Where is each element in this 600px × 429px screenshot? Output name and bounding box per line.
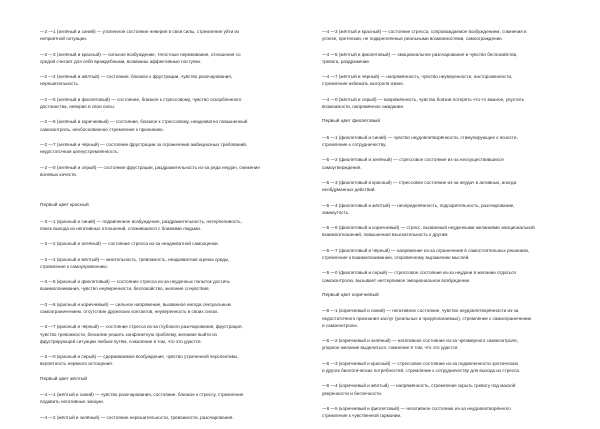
entry-line: —4 —2 (жёлтый и зелёный) — состояние нерешительности, тревожности, разочарования. bbox=[40, 414, 234, 420]
entry-line: фрустрирующей ситуации любым путём, сожаление в том, что это удастся. bbox=[40, 338, 202, 344]
entry-line: самоконтролю, вызывает нестерпимое эмоциональное возбуждение. bbox=[322, 277, 471, 283]
color-pair-entry bbox=[322, 28, 560, 42]
entry-line: —2 —0 (зелёный и серый) — состояние фрустрации, раздражительность из-за ряда неудач, снижение bbox=[40, 164, 260, 170]
entry-line: —4 —3 (жёлтый и красный) — состояние стресса, сопровождаемое возбуждением, сомнения в bbox=[322, 29, 527, 34]
color-pair-entry bbox=[322, 307, 560, 329]
entry-line: самоутверждения. bbox=[322, 164, 362, 170]
color-pair-entry bbox=[322, 382, 560, 396]
entry-line: стремление к сотрудничеству. bbox=[322, 141, 387, 147]
heading-first-color-red: Первый цвет красный bbox=[40, 203, 89, 209]
entry-line: —6 —1 (коричневый и синий) — негативное состояние, чувство неудовлетворённости из-за bbox=[322, 308, 519, 314]
entry-line: недостаточная целеустремлённость. bbox=[40, 149, 119, 155]
entry-line: —6 —2 (коричневый и зелёный) — негативное состояние из-за чрезмерного самоконтроля, bbox=[322, 338, 518, 344]
color-pair-entry bbox=[40, 118, 278, 132]
entry-line: стремления к чувственной гармонии. bbox=[322, 413, 402, 419]
color-pair-entry bbox=[40, 218, 278, 232]
entry-line: подавить негативные эмоции. bbox=[40, 399, 104, 405]
entry-line: —5 —1 (фиолетовый и синий) — чувство неудовлетворённости, стимулирующее к ясности, bbox=[322, 134, 518, 140]
green-entries bbox=[40, 28, 278, 178]
entry-line: —6 —5 (коричневый и фиолетовый) — негативное состояние из-за неудовлетворённого bbox=[322, 405, 511, 411]
color-pair-entry bbox=[322, 96, 560, 110]
entry-line: —4 —5 (жёлтый и фиолетовый) — эмоциональное разочарование и чувство беспокойства, bbox=[322, 51, 518, 57]
color-pair-entry bbox=[40, 278, 278, 292]
entry-line: —6 —3 (коричневый и красный) — стрессовое состояние из-за подавленности эротических bbox=[322, 360, 519, 366]
heading-first-color-yellow: Первый цвет жёлтый bbox=[40, 376, 88, 382]
entry-line: —2 —4 (зелёный и жёлтый) — состояние, близкое к фрустрации, чувство разочарования, bbox=[40, 74, 233, 80]
entry-line: —3 —4 (красный и жёлтый) — мнительность, тревожность, неадекватная оценка среды, bbox=[40, 256, 230, 262]
color-pair-entry bbox=[40, 73, 278, 87]
entry-line: достоинства, неверие в свои силы. bbox=[40, 103, 116, 109]
entry-line: —5 —0 (фиолетовый и серый) — стрессовое состояние из-за неудачи в желании отдаться bbox=[322, 270, 516, 276]
entry-line: —5 —4 (фиолетовый и жёлтый) — неопределённость, подозрительность, разочарование, bbox=[322, 202, 515, 208]
entry-line: —5 —6 (фиолетовый и коричневый) — стресс, вызванный неудачными желаниями эмоциональной bbox=[322, 225, 535, 231]
entry-line: —2 —5 (зелёный и фиолетовый) — состояние, близкое к стрессовому, чувство оскорбленного bbox=[40, 96, 242, 102]
entry-line: —3 —1 (красный и синий) — подавленное возбуждение, раздражительность, нетерпеливость, bbox=[40, 218, 242, 224]
entry-line: —4 —7 (жёлтый и чёрный) — напряжённость, чувство неуверенности, настороженности, bbox=[322, 74, 513, 80]
color-pair-entry bbox=[322, 247, 560, 261]
entry-line: уверенности и беспечности. bbox=[322, 390, 383, 396]
color-pair-entry bbox=[322, 405, 560, 419]
entry-line: вероятность нервного истощения. bbox=[40, 361, 114, 367]
entry-line: —6 —4 (коричневый и жёлтый) — напряжённость, стремление скрыть тревогу под маской bbox=[322, 383, 516, 389]
color-pair-entry bbox=[40, 141, 278, 155]
heading-first-color-violet: Первый цвет фиолетовый bbox=[322, 119, 381, 125]
right-column bbox=[322, 28, 560, 427]
entry-line: —4 —0 (жёлтый и серый) — напряжённость, чувство боязни потерять что-то важное, упустить bbox=[322, 96, 525, 102]
color-pair-entry bbox=[322, 224, 560, 238]
color-pair-entry bbox=[322, 337, 560, 351]
entry-line: средой считает для себя враждебными, возможны аффективные поступки. bbox=[40, 58, 202, 64]
entry-line: тревога, раздражение. bbox=[322, 58, 371, 64]
entry-line: —3 —6 (красный и коричневый) — сильное напряжение, вызванное иногда сексуальным bbox=[40, 301, 231, 307]
color-pair-entry bbox=[40, 51, 278, 65]
entry-line: самоконтроль, необоснованное стремление к признанию. bbox=[40, 126, 164, 132]
entry-line: необдуманных действий. bbox=[322, 187, 376, 193]
left-column bbox=[40, 28, 278, 429]
color-pair-entry bbox=[40, 240, 278, 247]
color-pair-entry bbox=[40, 353, 278, 367]
entry-line: стремление к взаимопониманию, откровенному выражению мыслей. bbox=[322, 254, 470, 260]
red-entries bbox=[40, 218, 278, 368]
heading-first-color-brown: Первый цвет коричневый bbox=[322, 292, 379, 298]
entry-line: поиск выхода из негативных отношений, сложившихся с близкими людьми. bbox=[40, 225, 202, 231]
entry-line: взаимоотношений, повышенная взыскательность к другим. bbox=[322, 232, 449, 238]
entry-line: успехе, претензии, не подкреплённые реальными возможностями, самоограждение. bbox=[322, 36, 503, 42]
yellow-entries bbox=[40, 391, 278, 421]
entry-line: недостаточного признания заслуг (реальных и предполагаемых), стремление к самоограничению bbox=[322, 315, 532, 321]
color-pair-entry bbox=[40, 414, 278, 421]
color-pair-entry bbox=[40, 164, 278, 178]
color-pair-entry bbox=[322, 134, 560, 148]
entry-line: упорное желание выделиться, сомнение в том, что это удастся. bbox=[322, 345, 459, 351]
color-pair-entry bbox=[40, 96, 278, 110]
entry-line: —3 —0 (красный и серый) — сдерживаемое возбуждение, чувство утраченной перспективы, bbox=[40, 354, 239, 360]
color-pair-entry bbox=[322, 156, 560, 170]
entry-line: —3 —5 (красный и фиолетовый) — состояние стресса из-за неудачных попыток достичь bbox=[40, 279, 230, 285]
entry-line: —5 —7 (фиолетовый и чёрный) — напряжение из-за ограничения в самостоятельных решениях, bbox=[322, 247, 530, 253]
color-pair-entry bbox=[322, 179, 560, 193]
entry-line: неприятной ситуации. bbox=[40, 36, 88, 42]
color-pair-entry bbox=[322, 73, 560, 87]
color-pair-entry bbox=[40, 28, 278, 42]
entry-line: чувство тревожности, безсилие решить конфликтную проблему, желание выйти из bbox=[40, 331, 217, 337]
color-pair-entry bbox=[322, 269, 560, 283]
entry-line: —2 —6 (зелёный и коричневый) — состояние, близкое к стрессовому, неадекватно повышенный bbox=[40, 119, 248, 125]
entry-line: самоограничением, отсутствие дружеских контактов, неуверенность в своих силах. bbox=[40, 308, 219, 314]
color-pair-entry bbox=[40, 323, 278, 345]
entry-line: и самоконтролю. bbox=[322, 322, 359, 328]
brown-entries bbox=[322, 307, 560, 419]
violet-entries bbox=[322, 134, 560, 284]
entry-line: —3 —2 (красный и зелёный) — состояние стресса из-за неадекватной самооценки. bbox=[40, 241, 219, 247]
entry-line: волевых качеств. bbox=[40, 171, 78, 177]
entry-line: нерешительность. bbox=[40, 81, 80, 87]
color-pair-entry bbox=[40, 391, 278, 405]
entry-line: возможности, напряжённое ожидание. bbox=[322, 103, 405, 109]
color-pair-entry bbox=[40, 301, 278, 315]
entry-line: —5 —2 (фиолетовый и зелёный) — стрессовое состояние из-за неосуществившихся bbox=[322, 157, 504, 163]
color-pair-entry bbox=[40, 256, 278, 270]
entry-line: стремление избежать контроля извне. bbox=[322, 81, 405, 87]
entry-line: —2 —1 (зелёный и синий) — утиленное состояние неверия в свои силы, стремление уйти из bbox=[40, 29, 240, 34]
entry-line: —5 —3 (фиолетовый и красный) — стрессовое состояние из-за неудач в активных, иногда bbox=[322, 179, 517, 185]
entry-line: —2 —7 (зелёный и чёрный) — состояние фрустрации за ограничения амбициозных требований, bbox=[40, 141, 247, 147]
entry-line: взаимопонимания, чувство неуверенности, беспокойство, желание сочувствия. bbox=[40, 286, 210, 292]
yellow-entries-continued bbox=[322, 28, 560, 110]
entry-line: и других биологических потребностей, стремление к сотрудничеству для выхода из стресса. bbox=[322, 367, 521, 373]
entry-line: стремление к самоуправлению. bbox=[40, 263, 108, 269]
color-pair-entry bbox=[322, 51, 560, 65]
entry-line: замкнутость. bbox=[322, 209, 350, 215]
color-pair-entry bbox=[322, 202, 560, 216]
entry-line: —2 —3 (зелёный и красный) — сильное возбуждение, тягостные переживания, отношения со bbox=[40, 51, 241, 57]
entry-line: —4 —1 (жёлтый и синий) — чувство разочарования, состояние, близкое к стрессу, стремление bbox=[40, 392, 244, 398]
color-pair-entry bbox=[322, 360, 560, 374]
entry-line: —3 —7 (красный и чёрный) — состояние стресса из-за глубокого разочарования, фрустрация, bbox=[40, 324, 243, 330]
